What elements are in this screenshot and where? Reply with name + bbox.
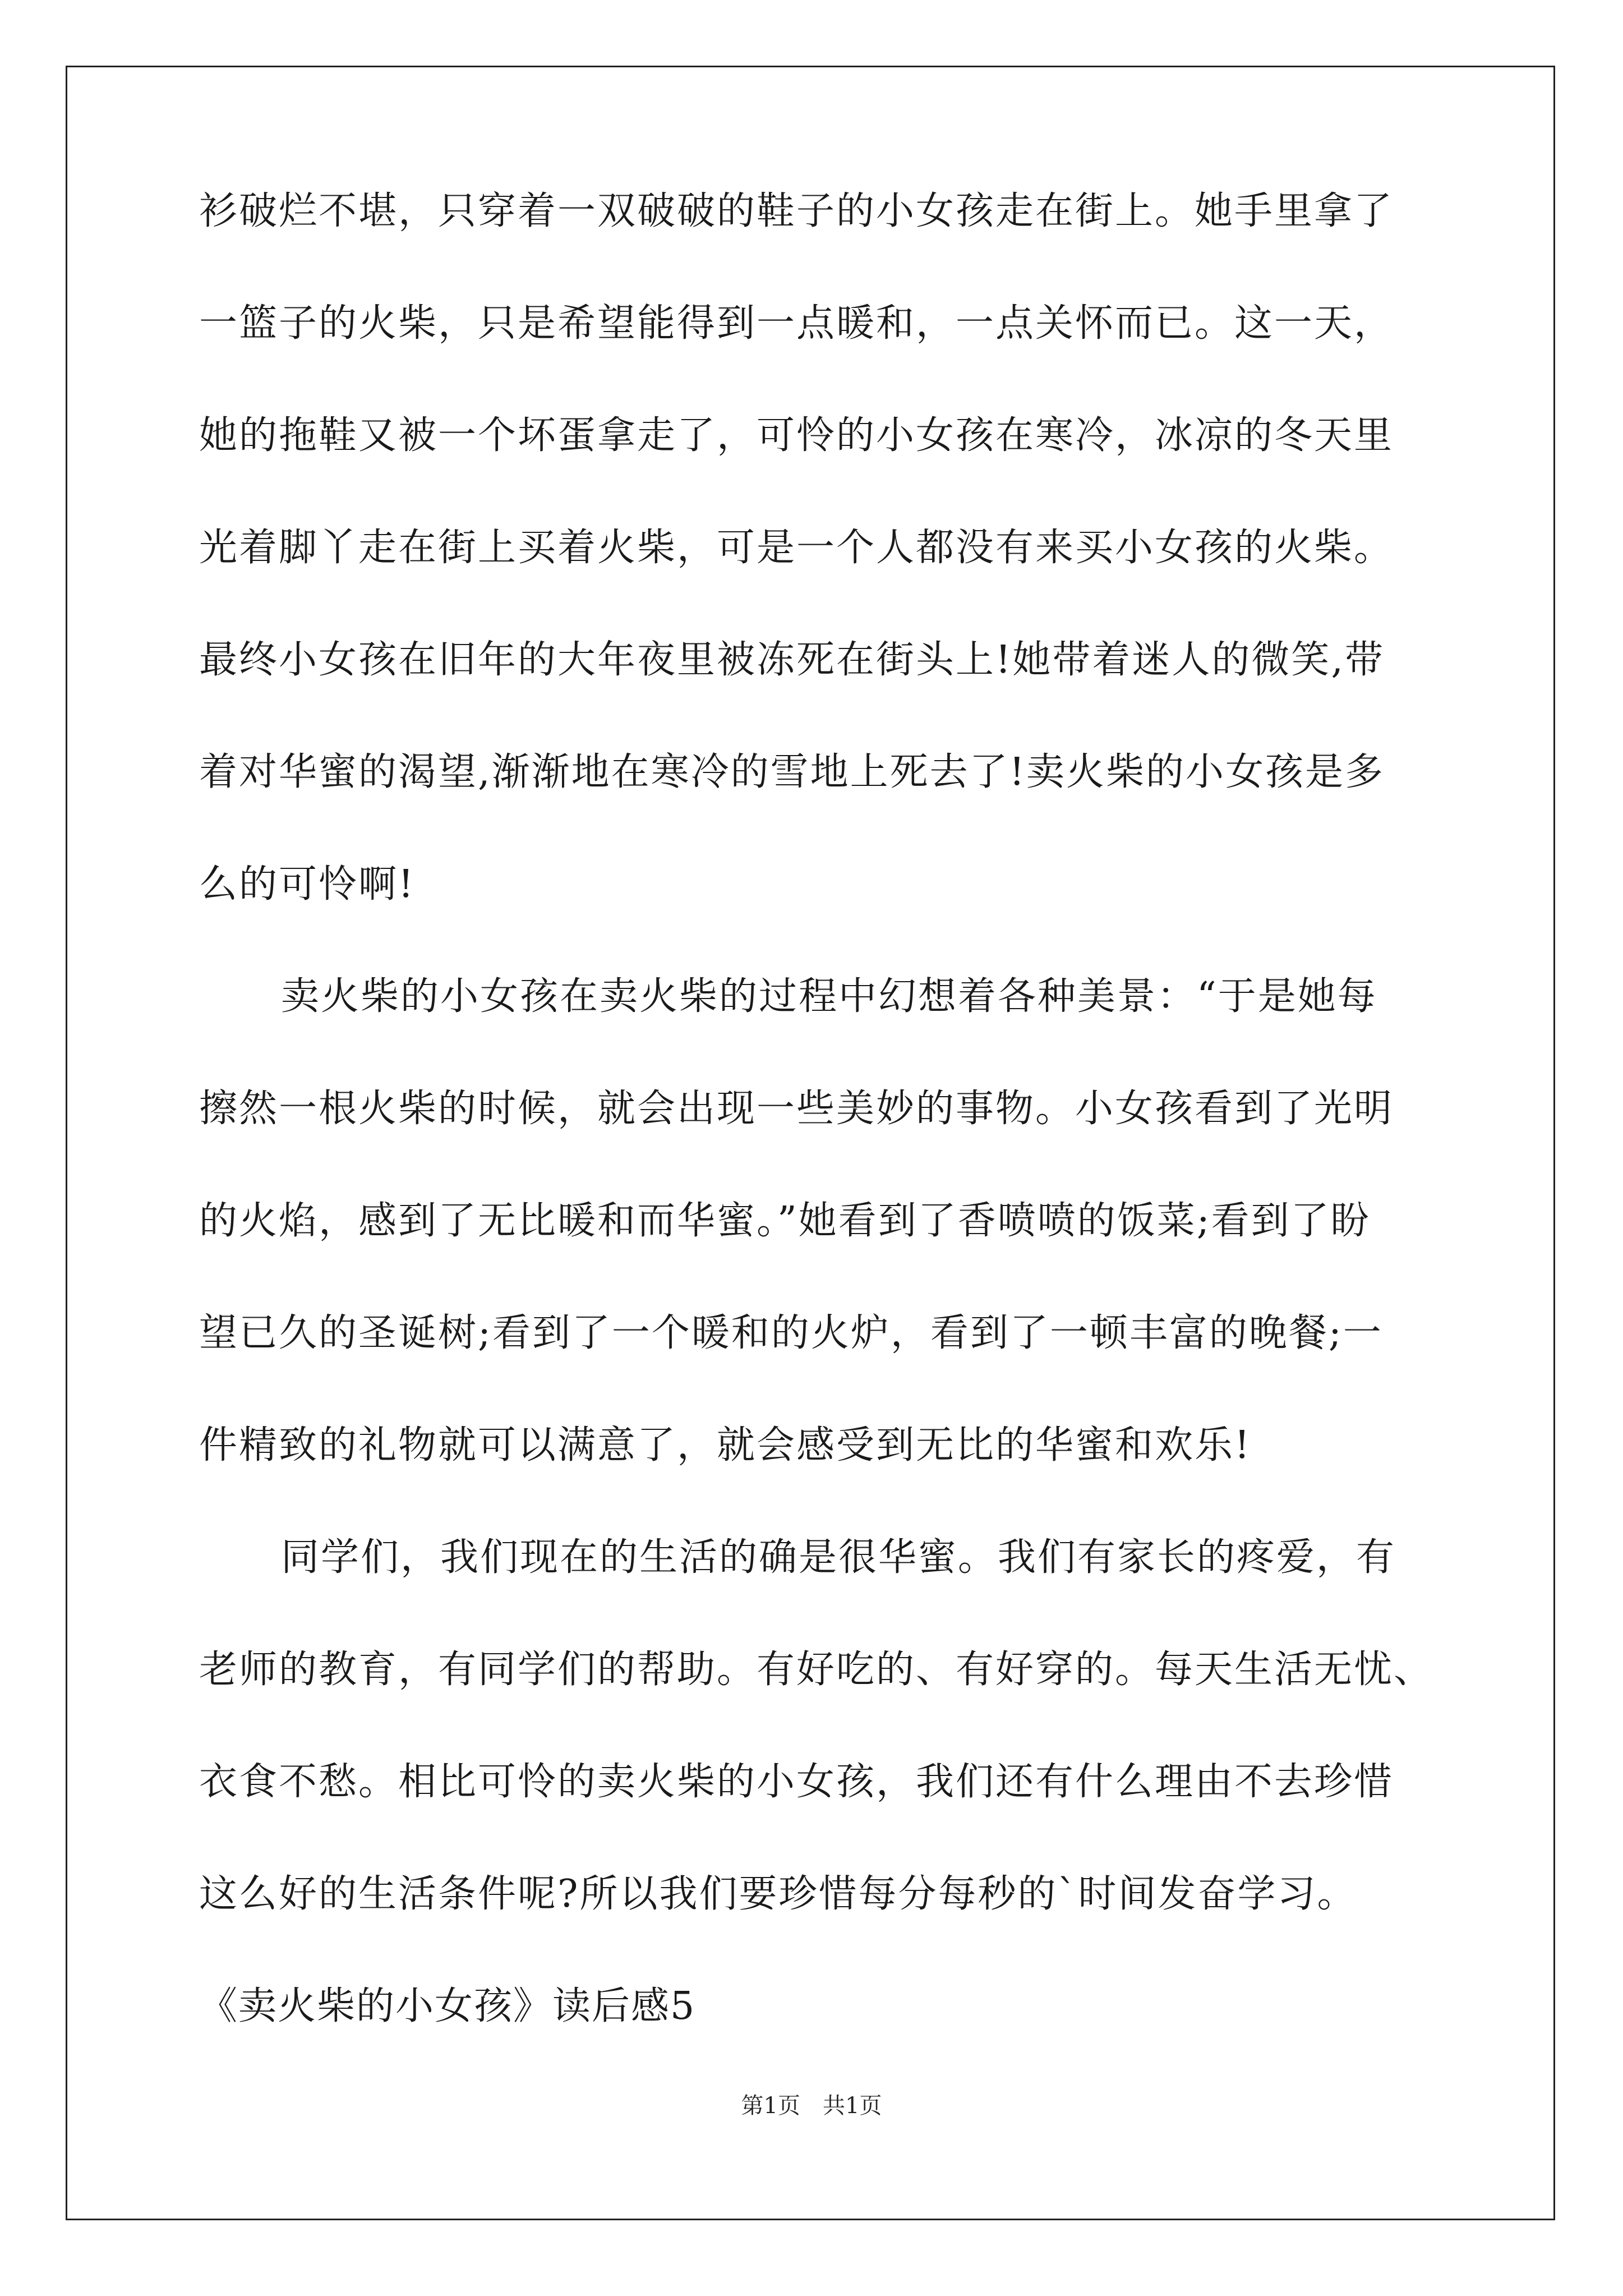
document-body [199, 189, 1434, 2029]
text-line: 衣食不愁。相比可怜的卖火柴的小女孩，我们还有什么理由不去珍惜 [199, 1760, 1394, 1804]
text-line: 件精致的礼物就可以满意了，就会感受到无比的华蜜和欢乐! [199, 1423, 1252, 1467]
paragraph [199, 1535, 1434, 1917]
text-line: 最终小女孩在旧年的大年夜里被冻死在街头上!她带着迷人的微笑,带 [199, 638, 1385, 682]
text-line: 她的拖鞋又被一个坏蛋拿走了，可怜的小女孩在寒冷，冰凉的冬天里 [199, 413, 1394, 458]
text-line: 衫破烂不堪，只穿着一双破破的鞋子的小女孩走在街上。她手里拿了 [199, 189, 1394, 233]
paragraph [199, 189, 1427, 907]
paragraph [199, 974, 1427, 1468]
text-line: 望已久的圣诞树;看到了一个暖和的火炉，看到了一顿丰富的晚餐;一 [199, 1311, 1383, 1355]
text-line: 同学们，我们现在的生活的确是很华蜜。我们有家长的疼爱，有 [281, 1535, 1396, 1580]
page-footer [0, 2092, 1623, 2119]
text-line: 么的可怜啊! [199, 862, 416, 907]
section-heading: 《卖火柴的小女孩》读后感5 [199, 1984, 696, 2028]
text-line: 光着脚丫走在街上买着火柴，可是一个人都没有来买小女孩的火柴。 [199, 526, 1394, 570]
text-line: 的火焰，感到了无比暖和而华蜜。”她看到了香喷喷的饭菜;看到了盼 [199, 1199, 1371, 1243]
text-line: 这么好的生活条件呢?所以我们要珍惜每分每秒的`时间发奋学习。 [199, 1872, 1357, 1916]
text-line: 老师的教育，有同学们的帮助。有好吃的、有好穿的。每天生活无忧、 [199, 1648, 1434, 1692]
page-number-current: 第1页 [741, 2093, 800, 2119]
text-line: 擦然一根火柴的时候，就会出现一些美妙的事物。小女孩看到了光明 [199, 1087, 1394, 1131]
text-line: 一篮子的火柴，只是希望能得到一点暖和，一点关怀而已。这一天， [199, 301, 1394, 346]
text-line: 卖火柴的小女孩在卖火柴的过程中幻想着各种美景：“于是她每 [281, 974, 1377, 1019]
text-line: 着对华蜜的渴望,渐渐地在寒冷的雪地上死去了!卖火柴的小女孩是多 [199, 750, 1385, 794]
page-number-total: 共1页 [823, 2093, 882, 2119]
